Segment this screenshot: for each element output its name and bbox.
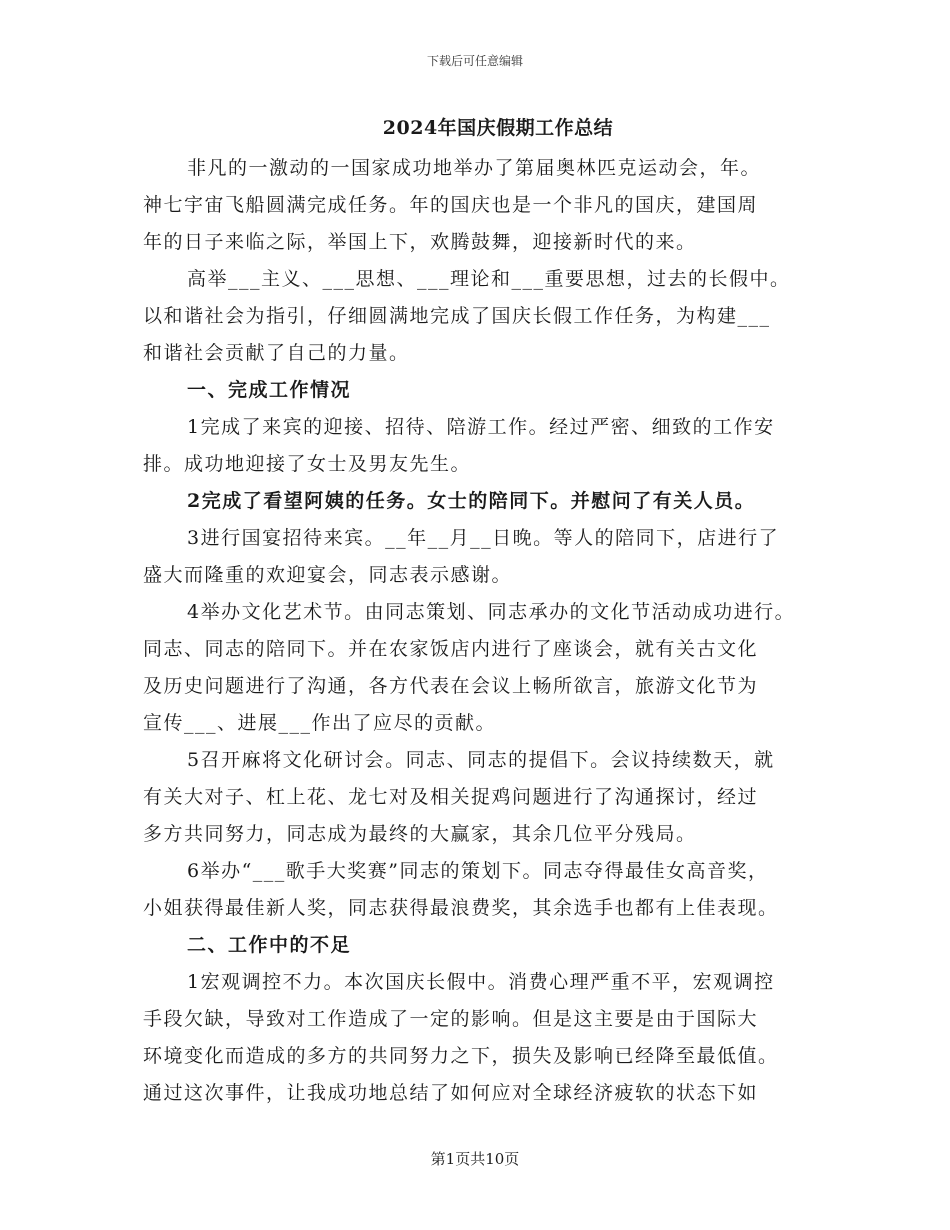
paragraph-line: 通过这次事件，让我成功地总结了如何应对全球经济疲软的状态下如 — [143, 1082, 759, 1104]
paragraph-line: 年的日子来临之际，举国上下，欢腾鼓舞，迎接新时代的来。 — [143, 231, 697, 253]
paragraph-line: 和谐社会贡献了自己的力量。 — [143, 342, 410, 364]
paragraph-line: 多方共同努力，同志成为最终的大赢家，其余几位平分残局。 — [143, 823, 697, 845]
paragraph-line: 神七宇宙飞船圆满完成任务。年的国庆也是一个非凡的国庆，建国周 — [143, 194, 759, 216]
paragraph-line: 4举办文化艺术节。由同志策划、同志承办的文化节活动成功进行。 — [187, 601, 796, 623]
paragraph-line: 5召开麻将文化研讨会。同志、同志的提倡下。会议持续数天，就 — [187, 749, 775, 771]
paragraph-line: 同志、同志的陪同下。并在农家饭店内进行了座谈会，就有关古文化 — [143, 638, 759, 660]
paragraph-line: 环境变化而造成的多方的共同努力之下，损失及影响已经降至最低值。 — [143, 1045, 779, 1067]
paragraph-line: 及历史问题进行了沟通，各方代表在会议上畅所欲言，旅游文化节为 — [143, 675, 759, 697]
paragraph-line: 非凡的一激动的一国家成功地举办了第届奥林匹克运动会，年。 — [187, 157, 762, 179]
paragraph-line: 以和谐社会为指引，仔细圆满地完成了国庆长假工作任务，为构建___ — [143, 305, 771, 327]
document-body — [143, 150, 823, 1112]
paragraph-line: 手段欠缺，导致对工作造成了一定的影响。但是这主要是由于国际大 — [143, 1008, 759, 1030]
section-heading-line: 二、工作中的不足 — [187, 934, 352, 956]
paragraph-line: 有关大对子、杠上花、龙七对及相关捉鸡问题进行了沟通探讨，经过 — [143, 786, 759, 808]
paragraph-line: 1完成了来宾的迎接、招待、陪游工作。经过严密、细致的工作安 — [187, 416, 775, 438]
paragraph-line: 盛大而隆重的欢迎宴会，同志表示感谢。 — [143, 564, 513, 586]
section-heading-line: 一、完成工作情况 — [187, 379, 352, 401]
header-note: 下载后可任意编辑 — [426, 54, 523, 68]
paragraph-line: 排。成功地迎接了女士及男友先生。 — [143, 453, 472, 475]
paragraph-line: 宣传___、进展___作出了应尽的贡献。 — [143, 712, 497, 734]
paragraph-line: 1宏观调控不力。本次国庆长假中。消费心理严重不平，宏观调控 — [187, 971, 775, 993]
paragraph-line: 小姐获得最佳新人奖，同志获得最浪费奖，其余选手也都有上佳表现。 — [143, 897, 779, 919]
paragraph-line: 6举办“___歌手大奖赛”同志的策划下。同志夺得最佳女高音奖， — [187, 860, 769, 882]
document-title: 2024年国庆假期工作总结 — [382, 117, 614, 139]
paragraph-line: 高举___主义、___思想、___理论和___重要思想，过去的长假中。 — [187, 268, 791, 290]
paragraph-line: 3进行国宴招待来宾。__年__月__日晚。等人的陪同下，店进行了 — [187, 527, 780, 549]
page-footer: 第1页共10页 — [430, 1150, 520, 1168]
section-heading-line: 2完成了看望阿姨的任务。女士的陪同下。并慰问了有关人员。 — [187, 490, 756, 512]
